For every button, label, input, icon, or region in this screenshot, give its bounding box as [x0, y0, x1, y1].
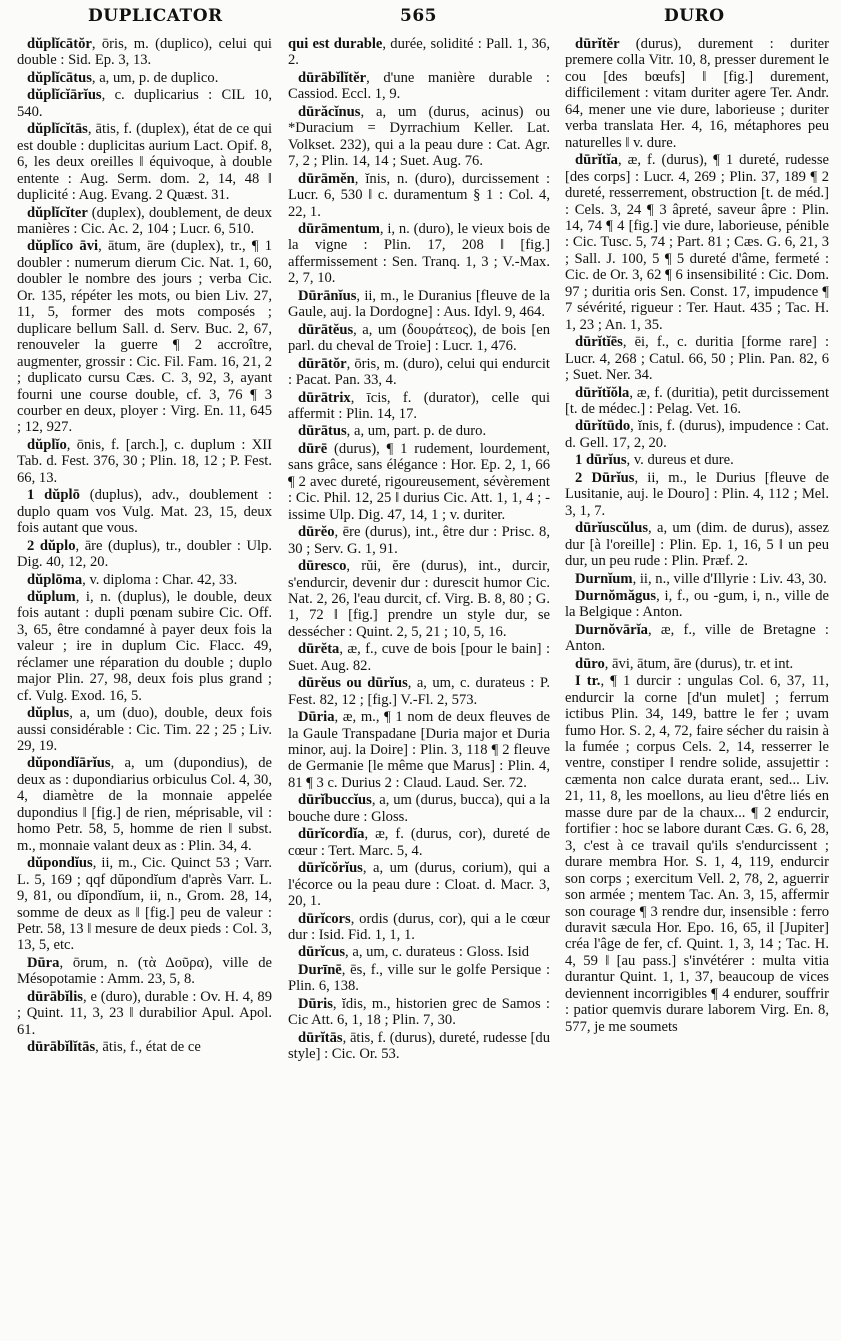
- dictionary-entry: dūresco, rŭi, ĕre (durus), int., durcir, s'endurcir, devenir dur : durescit humor Cic. Nat. 2, 26, l'eau durcit, cf. Virg. B. 8, 80 ; G. 1, 72 ‖ [fig.] prendre un style dur, se dessécher : Quint. 2, 5, 21 ; 10, 5, 16.: [288, 558, 550, 640]
- dictionary-entry: dŭplĭcĭter (duplex), doublement, de deux manières : Cic. Ac. 2, 104 ; Lucr. 6, 510.: [17, 204, 272, 237]
- dictionary-entry: dūrăcĭnus, a, um (durus, acinus) ou *Duracium = Dyrrachium Keller. Lat. Volkset. 232), qui a la peau dure : Cat. Agr. 7, 2 ; Plin. 14, 14 ; Suet. Aug. 76.: [288, 103, 550, 170]
- dictionary-entry: Durnŏmăgus, i, f., ou -gum, i, n., ville de la Belgique : Anton.: [565, 587, 829, 621]
- dictionary-entry: 2 dŭplo, āre (duplus), tr., doubler : Ulp. Dig. 40, 12, 20.: [17, 537, 272, 571]
- dictionary-entry: dūrābĭlĭtās, ātis, f., état de ce: [27, 1039, 201, 1056]
- dictionary-entry: dūrĭtĕr (durus), durement : duriter premere colla Vitr. 10, 8, presser durement le cou [des bœufs] ‖ [fig.] durement, difficilement : vitam duriter agere Ter. Andr. 64, mener une vie dure, laborieuse ; duriter verba translata Her. 4, 16, métaphores peu naturelles ‖ v. dure.: [565, 36, 829, 151]
- dictionary-entry: dŭplĭcātus, a, um, p. de duplico.: [27, 69, 219, 86]
- dictionary-entry: dūrĭuscŭlus, a, um (dim. de durus), assez dur [à l'oreille] : Plin. Ep. 1, 16, 5 ‖ un peu dur, un peu rude : Plin. Præf. 2.: [565, 520, 829, 570]
- dictionary-entry: dŭplĭco āvi, ātum, āre (duplex), tr., ¶ 1 doubler : numerum dierum Cic. Nat. 1, 60, doubler le nombre des jours ; verba Cic. Or. 135, répéter les mots, ou bien Liv. 27, 11, 5, former des mots composés ; duplicare bellum Sall. d. Serv. Buc. 2, 67, renouveler la guerre ¶ 2 accroître, augmenter, grossir : Cic. Fil. Fam. 16, 21, 2 ; duplicato cursu Cæs. C. 3, 92, 3, ayant fourni une course double, cf. 3, 76 ¶ 3 courber en deux, ployer : Virg. En. 11, 645 ; 12, 927.: [17, 238, 272, 436]
- dictionary-entry: dŭpondĭārĭus, a, um (dupondius), de deux as : dupondiarius orbiculus Col. 4, 30, 4, diamètre de la monnaie appelée dupondius ‖ [fig.] de rien, méprisable, vil : homo Petr. 58, 5, homme de rien ‖ subst. m., monnaie valant deux as : Plin. 34, 4.: [17, 755, 272, 854]
- header-left-guideword: DUPLICATOR: [88, 6, 223, 26]
- dictionary-entry: dūrē (durus), ¶ 1 rudement, lourdement, sans grâce, sans élégance : Hor. Ep. 2, 1, 66 ¶ 2 avec dureté, rigoureusement, sévèrement : Cic. Phil. 12, 25 ‖ durius Cic. Att. 1, 1, 4 ; -issime Ulp. Dig. 47, 14, 1 ; v. duriter.: [288, 440, 550, 523]
- dictionary-entry: dūrātŏr, ōris, m. (duro), celui qui endurcit : Pacat. Pan. 33, 4.: [288, 355, 550, 389]
- dictionary-entry: dŭpondĭus, ii, m., Cic. Quinct 53 ; Varr. L. 5, 169 ; qqf dŭpondĭum d'après Varr. L. 9, 81, ou dĭpondĭum, ii, n., Grom. 28, 14, somme de deux as ‖ [fig.] peu de valeur : Petr. 58, 13 ‖ mesure de deux pieds : Col. 3, 13, 5, etc.: [17, 855, 272, 954]
- dictionary-entry: dūrĕus ou dūrĭus, a, um, c. durateus : P. Fest. 82, 12 ; [fig.] V.-Fl. 2, 573.: [288, 675, 550, 708]
- dictionary-entry: Dūra, ōrum, n. (τὰ Δοῦρα), ville de Mésopotamie : Amm. 23, 5, 8.: [17, 954, 272, 988]
- dictionary-entry: I tr., ¶ 1 durcir : ungulas Col. 6, 37, 11, endurcir la corne [d'un mulet] ; ferrum ictibus Plin. 34, 149, battre le fer ; uvam fumo Hor. S. 2, 4, 72, faire sécher du raisin à la fumée ; corpus Cels. 2, 14, resserrer le ventre, constiper ‖ rendre solide, assujettir : cæmenta non calce durata erant, sed... Liv. 21, 11, 8, les moellons, au lieu d'être liés en masse dure par de la chaux... ¶ 2 endurcir, fortifier : hoc se labore durant Cæs. G. 6, 28, 3, c'est à ce travail qu'ils s'endurcissent ; durare membra Hor. S. 1, 4, 119, endurcir son corps ; exercitum Vell. 2, 78, 2, aguerrir son armée ; mentem Tac. An. 3, 15, affermir son courage ¶ 3 rendre dur, insensible : ferro duravit sæcula Hor. Epo. 16, 65, il [Jupiter] créa l'âge de fer, cf. Quint. 1, 3, 14 ; Tac. H. 4, 59 ‖ [au pass.] s'invétérer : multa vitia durantur Quint. 1, 1, 37, beaucoup de vices deviennent incorrigibles ¶ 4 endurer, souffrir : patior quemvis durare laborem Virg. En. 8, 577, je me soumets: [565, 673, 829, 1035]
- dictionary-entry: dūrĭcŏrĭus, a, um (durus, corium), qui a l'écorce ou la peau dure : Cloat. d. Macr. 3, 20, 1.: [288, 860, 550, 910]
- page-number: 565: [400, 6, 437, 26]
- dictionary-entry: dūrĭtĭēs, ēi, f., c. duritia [forme rare] : Lucr. 4, 268 ; Catul. 66, 50 ; Plin. Pan. 82, 6 ; Suet. Ner. 34.: [565, 334, 829, 384]
- column-2: [288, 36, 550, 1336]
- dictionary-entry: dūrābĭlĭtĕr, d'une manière durable : Cassiod. Eccl. 1, 9.: [288, 69, 550, 103]
- running-header: [0, 6, 841, 30]
- dictionary-entry: Durnĭum, ii, n., ville d'Illyrie : Liv. 43, 30.: [575, 570, 827, 587]
- dictionary-entry: dŭplĭcātŏr, ōris, m. (duplico), celui qui double : Sid. Ep. 3, 13.: [17, 36, 272, 69]
- dictionary-entry: dūrātus, a, um, part. p. de duro.: [298, 423, 487, 440]
- column-3: [565, 36, 829, 1336]
- dictionary-entry: 2 Dūrĭus, ii, m., le Durius [fleuve de Lusitanie, auj. le Douro] : Plin. 4, 112 ; Mel. 3, 1, 7.: [565, 469, 829, 519]
- dictionary-entry: Durnŏvārĭa, æ, f., ville de Bretagne : Anton.: [565, 621, 829, 655]
- dictionary-entry: dūro, āvi, ātum, āre (durus), tr. et int.: [575, 655, 794, 672]
- dictionary-entry: dūrāmĕn, ĭnis, n. (duro), durcissement : Lucr. 6, 530 ‖ c. duramentum § 1 : Col. 4, 22, 1.: [288, 170, 550, 220]
- dictionary-entry: dūrābĭlis, e (duro), durable : Ov. H. 4, 89 ; Quint. 11, 3, 23 ‖ durabilior Apul. Apol. 61.: [17, 988, 272, 1038]
- dictionary-entry: dūrĭcors, ordis (durus, cor), qui a le cœur dur : Isid. Fid. 1, 1, 1.: [288, 910, 550, 944]
- dictionary-entry: dūrĭtūdo, ĭnis, f. (durus), impudence : Cat. d. Gell. 17, 2, 20.: [565, 418, 829, 451]
- dictionary-entry: dūrātĕus, a, um (δουράτεος), de bois [en parl. du cheval de Troie] : Lucr. 1, 476.: [288, 321, 550, 355]
- dictionary-entry: dŭplĭcĭtās, ātis, f. (duplex), état de ce qui est double : duplicitas aurium Lact. Opif. 8, 6, les deux oreilles ‖ équivoque, à double entente : Aug. Serm. dom. 2, 14, 48 ‖ duplicité : Aug. Evang. 2 Quæst. 31.: [17, 121, 272, 204]
- dictionary-entry: Durīnē, ēs, f., ville sur le golfe Persique : Plin. 6, 138.: [288, 961, 550, 995]
- dictionary-entry: dūrĕo, ēre (durus), int., être dur : Prisc. 8, 30 ; Serv. G. 1, 91.: [288, 524, 550, 557]
- dictionary-entry: qui est durable, durée, solidité : Pall. 1, 36, 2.: [288, 36, 550, 69]
- dictionary-entry: dŭplĭcĭārĭus, c. duplicarius : CIL 10, 540.: [17, 87, 272, 120]
- column-1: [17, 36, 272, 1336]
- dictionary-entry: dŭplĭo, ōnis, f. [arch.], c. duplum : XII Tab. d. Fest. 376, 30 ; Plin. 18, 12 ; P. Fest. 66, 13.: [17, 436, 272, 486]
- dictionary-entry: dūrāmentum, i, n. (duro), le vieux bois de la vigne : Plin. 17, 208 ‖ [fig.] affermissement : Sen. Tranq. 1, 3 ; V.-Max. 2, 7, 10.: [288, 220, 550, 287]
- dictionary-entry: dūrĭbuccĭus, a, um (durus, bucca), qui a la bouche dure : Gloss.: [288, 792, 550, 825]
- dictionary-entry: dūrātrix, īcis, f. (durator), celle qui affermit : Plin. 14, 17.: [288, 389, 550, 422]
- dictionary-entry: dūrĭcus, a, um, c. durateus : Gloss. Isid: [298, 944, 530, 961]
- dictionary-entry: dūrĭtās, ātis, f. (durus), dureté, rudesse [du style] : Cic. Or. 53.: [288, 1029, 550, 1063]
- dictionary-entry: dŭplōma, v. diploma : Char. 42, 33.: [27, 571, 238, 588]
- dictionary-entry: dūrĕta, æ, f., cuve de bois [pour le bain] : Suet. Aug. 82.: [288, 641, 550, 674]
- dictionary-entry: Dūria, æ, m., ¶ 1 nom de deux fleuves de la Gaule Transpadane [Duria major et Duria minor, auj. la Doire] : Plin. 3, 118 ¶ 2 fleuve de Germanie [le même que Marus] : Plin. 4, 81 ¶ 3 c. Durius 2 : Claud. Laud. Ser. 72.: [288, 709, 550, 791]
- header-right-guideword: DURO: [664, 6, 725, 26]
- dictionary-entry: Dūrānĭus, ii, m., le Duranius [fleuve de la Gaule, auj. la Dordogne] : Aus. Idyl. 9, 464.: [288, 287, 550, 321]
- dictionary-entry: dŭplum, i, n. (duplus), le double, deux fois autant : dupli pœnam subire Cic. Off. 3, 65, être condamné à payer deux fois la valeur ; ire in duplum Cic. Flacc. 49, réclamer une réparation du double ; duplo major Plin. 27, 98, deux fois plus grand ; cf. Vulg. Exod. 16, 5.: [17, 588, 272, 704]
- dictionary-entry: dūrĭcordĭa, æ, f. (durus, cor), dureté de cœur : Tert. Marc. 5, 4.: [288, 826, 550, 859]
- dictionary-entry: dŭplus, a, um (duo), double, deux fois aussi considérable : Cic. Tim. 22 ; 25 ; Liv. 29, 19.: [17, 705, 272, 755]
- dictionary-entry: 1 dŭplō (duplus), adv., doublement : duplo quam vos Vulg. Mat. 23, 15, deux fois autant que vous.: [17, 487, 272, 537]
- dictionary-entry: dūrĭtĭŏla, æ, f. (duritia), petit durcissement [t. de médec.] : Pelag. Vet. 16.: [565, 384, 829, 417]
- dictionary-entry: Dūris, ĭdis, m., historien grec de Samos : Cic Att. 6, 1, 18 ; Plin. 7, 30.: [288, 995, 550, 1029]
- dictionary-entry: 1 dūrĭus, v. dureus et dure.: [575, 452, 734, 469]
- dictionary-entry: dūrĭtĭa, æ, f. (durus), ¶ 1 dureté, rudesse [des corps] : Lucr. 4, 269 ; Plin. 37, 189 ¶ 2 dureté, resserrement, obstruction [t. de méd.] : Cels. 3, 24 ¶ 3 âpreté, saveur âpre : Plin. 14, 74 ¶ 4 [fig.] vie dure, laborieuse, pénible : Cic. Tusc. 5, 74 ; Part. 81 ; Cæs. G. 6, 21, 3 ; Sall. J. 100, 5 ¶ 5 dureté d'âme, fermeté : Cic. de Or. 3, 62 ¶ 6 insensibilité : Cic. Dom. 97 ; duritia oris Sen. Const. 17, impudence ¶ 7 sévérité, rigueur : Ter. Haut. 435 ; Tac. H. 1, 23 ; An. 1, 35.: [565, 152, 829, 333]
